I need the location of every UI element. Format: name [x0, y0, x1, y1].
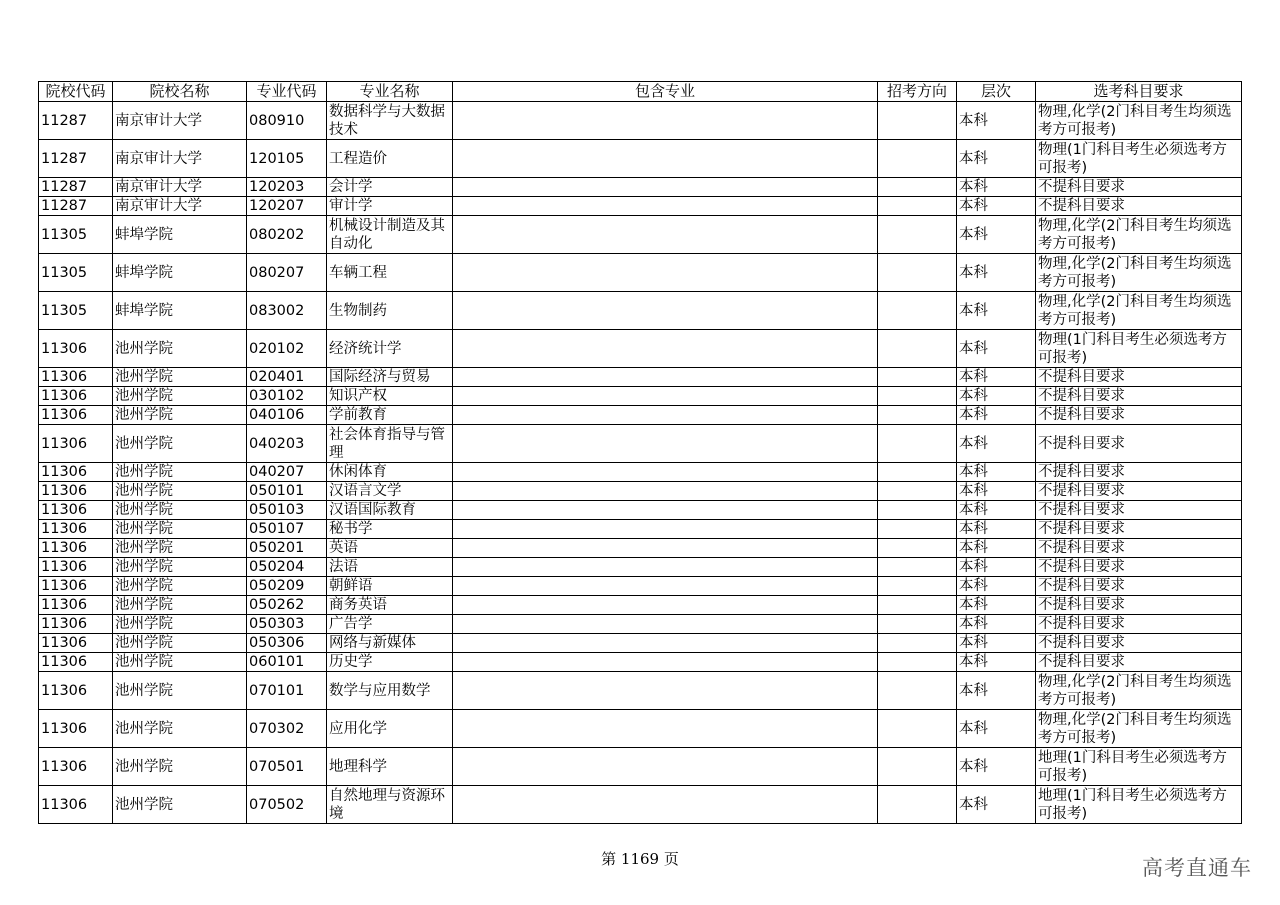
cell-school-name: 池州学院: [113, 672, 247, 710]
cell-school-name: 蚌埠学院: [113, 254, 247, 292]
table-row: [39, 539, 1242, 558]
cell-school-code: 11306: [39, 425, 113, 463]
table-row: [39, 482, 1242, 501]
cell-major-code: 030102: [247, 387, 327, 406]
cell-subject-requirement: 不提科目要求: [1036, 615, 1242, 634]
cell-major-name: 广告学: [327, 615, 453, 634]
cell-school-name: 池州学院: [113, 710, 247, 748]
cell-major-name: 数学与应用数学: [327, 672, 453, 710]
cell-included-majors: [453, 292, 878, 330]
cell-major-code: 050209: [247, 577, 327, 596]
cell-major-code: 050204: [247, 558, 327, 577]
table-row: [39, 406, 1242, 425]
cell-school-code: 11306: [39, 330, 113, 368]
cell-school-name: 池州学院: [113, 368, 247, 387]
cell-major-code: 050101: [247, 482, 327, 501]
cell-direction: [878, 178, 957, 197]
cell-direction: [878, 292, 957, 330]
cell-direction: [878, 501, 957, 520]
cell-school-name: 池州学院: [113, 615, 247, 634]
table-row: [39, 254, 1242, 292]
cell-school-name: 池州学院: [113, 482, 247, 501]
cell-direction: [878, 558, 957, 577]
cell-school-code: 11306: [39, 482, 113, 501]
cell-school-code: 11306: [39, 501, 113, 520]
cell-level: 本科: [957, 140, 1036, 178]
cell-level: 本科: [957, 368, 1036, 387]
cell-major-code: 070502: [247, 786, 327, 824]
cell-level: 本科: [957, 102, 1036, 140]
cell-school-name: 池州学院: [113, 501, 247, 520]
cell-subject-requirement: 物理,化学(2门科目考生均须选考方可报考): [1036, 672, 1242, 710]
cell-included-majors: [453, 368, 878, 387]
watermark-text: 高考直通车: [1142, 856, 1252, 880]
cell-school-code: 11287: [39, 102, 113, 140]
cell-major-name: 应用化学: [327, 710, 453, 748]
header-subject-requirement: 选考科目要求: [1036, 82, 1242, 102]
cell-subject-requirement: 不提科目要求: [1036, 197, 1242, 216]
cell-school-name: 池州学院: [113, 577, 247, 596]
cell-included-majors: [453, 406, 878, 425]
cell-subject-requirement: 物理,化学(2门科目考生均须选考方可报考): [1036, 254, 1242, 292]
cell-school-name: 池州学院: [113, 406, 247, 425]
cell-direction: [878, 463, 957, 482]
cell-subject-requirement: 不提科目要求: [1036, 596, 1242, 615]
cell-level: 本科: [957, 710, 1036, 748]
cell-level: 本科: [957, 330, 1036, 368]
cell-school-code: 11306: [39, 710, 113, 748]
cell-school-code: 11306: [39, 558, 113, 577]
cell-subject-requirement: 不提科目要求: [1036, 558, 1242, 577]
cell-school-code: 11306: [39, 653, 113, 672]
cell-included-majors: [453, 748, 878, 786]
header-direction: 招考方向: [878, 82, 957, 102]
cell-level: 本科: [957, 634, 1036, 653]
cell-direction: [878, 406, 957, 425]
cell-major-code: 050103: [247, 501, 327, 520]
cell-major-name: 商务英语: [327, 596, 453, 615]
cell-level: 本科: [957, 406, 1036, 425]
cell-level: 本科: [957, 482, 1036, 501]
table-row: [39, 197, 1242, 216]
cell-included-majors: [453, 216, 878, 254]
header-school-code: 院校代码: [39, 82, 113, 102]
cell-direction: [878, 216, 957, 254]
table-row: [39, 558, 1242, 577]
cell-included-majors: [453, 197, 878, 216]
cell-school-name: 池州学院: [113, 387, 247, 406]
cell-included-majors: [453, 653, 878, 672]
cell-school-code: 11287: [39, 197, 113, 216]
cell-level: 本科: [957, 254, 1036, 292]
cell-direction: [878, 387, 957, 406]
cell-included-majors: [453, 539, 878, 558]
cell-school-code: 11306: [39, 634, 113, 653]
cell-subject-requirement: 不提科目要求: [1036, 368, 1242, 387]
cell-major-code: 060101: [247, 653, 327, 672]
cell-subject-requirement: 不提科目要求: [1036, 463, 1242, 482]
cell-major-name: 会计学: [327, 178, 453, 197]
table-row: [39, 216, 1242, 254]
header-major-name: 专业名称: [327, 82, 453, 102]
cell-level: 本科: [957, 596, 1036, 615]
cell-level: 本科: [957, 615, 1036, 634]
cell-direction: [878, 330, 957, 368]
table-row: [39, 615, 1242, 634]
cell-school-code: 11305: [39, 254, 113, 292]
cell-included-majors: [453, 178, 878, 197]
cell-subject-requirement: 不提科目要求: [1036, 634, 1242, 653]
table-row: [39, 501, 1242, 520]
cell-major-code: 040203: [247, 425, 327, 463]
cell-school-name: 池州学院: [113, 786, 247, 824]
cell-level: 本科: [957, 197, 1036, 216]
table-row: [39, 672, 1242, 710]
cell-included-majors: [453, 102, 878, 140]
cell-school-code: 11306: [39, 596, 113, 615]
cell-direction: [878, 102, 957, 140]
table-row: [39, 292, 1242, 330]
cell-level: 本科: [957, 501, 1036, 520]
cell-level: 本科: [957, 577, 1036, 596]
cell-major-name: 法语: [327, 558, 453, 577]
cell-subject-requirement: 物理(1门科目考生必须选考方可报考): [1036, 330, 1242, 368]
cell-major-name: 休闲体育: [327, 463, 453, 482]
cell-school-code: 11305: [39, 216, 113, 254]
table-row: [39, 368, 1242, 387]
table-row: [39, 710, 1242, 748]
cell-school-name: 池州学院: [113, 425, 247, 463]
cell-major-code: 070501: [247, 748, 327, 786]
cell-school-name: 蚌埠学院: [113, 292, 247, 330]
table-row: [39, 520, 1242, 539]
cell-school-code: 11306: [39, 387, 113, 406]
cell-major-name: 网络与新媒体: [327, 634, 453, 653]
page-number: 第 1169 页: [601, 850, 679, 868]
cell-school-name: 蚌埠学院: [113, 216, 247, 254]
table-body: [39, 102, 1242, 824]
table-row: [39, 387, 1242, 406]
table-row: [39, 653, 1242, 672]
cell-level: 本科: [957, 672, 1036, 710]
cell-included-majors: [453, 520, 878, 539]
cell-major-code: 080207: [247, 254, 327, 292]
cell-major-code: 020102: [247, 330, 327, 368]
cell-subject-requirement: 物理(1门科目考生必须选考方可报考): [1036, 140, 1242, 178]
cell-school-code: 11306: [39, 672, 113, 710]
cell-direction: [878, 710, 957, 748]
cell-major-name: 审计学: [327, 197, 453, 216]
cell-major-code: 080910: [247, 102, 327, 140]
cell-level: 本科: [957, 748, 1036, 786]
table-row: [39, 577, 1242, 596]
cell-level: 本科: [957, 558, 1036, 577]
cell-subject-requirement: 物理,化学(2门科目考生均须选考方可报考): [1036, 102, 1242, 140]
cell-included-majors: [453, 710, 878, 748]
cell-direction: [878, 368, 957, 387]
cell-direction: [878, 425, 957, 463]
cell-major-name: 经济统计学: [327, 330, 453, 368]
cell-school-code: 11306: [39, 368, 113, 387]
cell-major-name: 秘书学: [327, 520, 453, 539]
cell-school-code: 11306: [39, 748, 113, 786]
cell-school-name: 池州学院: [113, 463, 247, 482]
cell-major-code: 050306: [247, 634, 327, 653]
cell-level: 本科: [957, 653, 1036, 672]
cell-included-majors: [453, 577, 878, 596]
cell-school-name: 南京审计大学: [113, 178, 247, 197]
cell-included-majors: [453, 558, 878, 577]
cell-direction: [878, 672, 957, 710]
cell-school-code: 11305: [39, 292, 113, 330]
cell-direction: [878, 482, 957, 501]
cell-major-name: 数据科学与大数据技术: [327, 102, 453, 140]
cell-school-name: 池州学院: [113, 748, 247, 786]
cell-school-code: 11306: [39, 406, 113, 425]
cell-school-name: 池州学院: [113, 558, 247, 577]
cell-included-majors: [453, 672, 878, 710]
table-row: [39, 140, 1242, 178]
cell-included-majors: [453, 501, 878, 520]
cell-school-name: 池州学院: [113, 330, 247, 368]
cell-subject-requirement: 物理,化学(2门科目考生均须选考方可报考): [1036, 292, 1242, 330]
cell-major-name: 地理科学: [327, 748, 453, 786]
cell-subject-requirement: 地理(1门科目考生必须选考方可报考): [1036, 748, 1242, 786]
cell-major-code: 050107: [247, 520, 327, 539]
cell-direction: [878, 577, 957, 596]
cell-school-name: 南京审计大学: [113, 197, 247, 216]
cell-direction: [878, 748, 957, 786]
cell-major-name: 工程造价: [327, 140, 453, 178]
cell-school-name: 池州学院: [113, 634, 247, 653]
cell-school-code: 11306: [39, 520, 113, 539]
cell-major-code: 040106: [247, 406, 327, 425]
cell-included-majors: [453, 634, 878, 653]
table-row: [39, 463, 1242, 482]
cell-included-majors: [453, 463, 878, 482]
cell-subject-requirement: 不提科目要求: [1036, 520, 1242, 539]
cell-major-code: 120207: [247, 197, 327, 216]
cell-major-code: 040207: [247, 463, 327, 482]
cell-major-name: 历史学: [327, 653, 453, 672]
cell-level: 本科: [957, 520, 1036, 539]
cell-included-majors: [453, 425, 878, 463]
cell-level: 本科: [957, 786, 1036, 824]
cell-level: 本科: [957, 387, 1036, 406]
cell-major-name: 自然地理与资源环境: [327, 786, 453, 824]
cell-subject-requirement: 不提科目要求: [1036, 577, 1242, 596]
cell-major-code: 080202: [247, 216, 327, 254]
cell-subject-requirement: 不提科目要求: [1036, 425, 1242, 463]
header-level: 层次: [957, 82, 1036, 102]
cell-major-code: 020401: [247, 368, 327, 387]
cell-major-code: 120203: [247, 178, 327, 197]
cell-major-code: 050262: [247, 596, 327, 615]
header-row: [39, 82, 1242, 102]
cell-subject-requirement: 物理,化学(2门科目考生均须选考方可报考): [1036, 710, 1242, 748]
cell-subject-requirement: 不提科目要求: [1036, 387, 1242, 406]
cell-major-code: 050201: [247, 539, 327, 558]
cell-included-majors: [453, 615, 878, 634]
cell-major-name: 生物制药: [327, 292, 453, 330]
cell-included-majors: [453, 330, 878, 368]
cell-direction: [878, 596, 957, 615]
cell-subject-requirement: 物理,化学(2门科目考生均须选考方可报考): [1036, 216, 1242, 254]
cell-school-code: 11306: [39, 615, 113, 634]
cell-level: 本科: [957, 292, 1036, 330]
header-school-name: 院校名称: [113, 82, 247, 102]
cell-major-name: 机械设计制造及其自动化: [327, 216, 453, 254]
cell-direction: [878, 254, 957, 292]
cell-included-majors: [453, 482, 878, 501]
cell-school-code: 11306: [39, 539, 113, 558]
cell-school-name: 池州学院: [113, 520, 247, 539]
table-row: [39, 634, 1242, 653]
cell-school-code: 11306: [39, 463, 113, 482]
table-row: [39, 786, 1242, 824]
cell-major-name: 英语: [327, 539, 453, 558]
cell-school-name: 池州学院: [113, 539, 247, 558]
cell-major-name: 汉语言文学: [327, 482, 453, 501]
cell-direction: [878, 539, 957, 558]
cell-direction: [878, 615, 957, 634]
cell-subject-requirement: 地理(1门科目考生必须选考方可报考): [1036, 786, 1242, 824]
cell-level: 本科: [957, 539, 1036, 558]
cell-level: 本科: [957, 425, 1036, 463]
cell-major-code: 070101: [247, 672, 327, 710]
cell-school-code: 11306: [39, 786, 113, 824]
table-row: [39, 425, 1242, 463]
cell-school-code: 11287: [39, 140, 113, 178]
table-row: [39, 596, 1242, 615]
cell-included-majors: [453, 140, 878, 178]
cell-included-majors: [453, 254, 878, 292]
cell-school-name: 南京审计大学: [113, 140, 247, 178]
cell-major-name: 社会体育指导与管理: [327, 425, 453, 463]
cell-major-code: 050303: [247, 615, 327, 634]
table-row: [39, 178, 1242, 197]
cell-subject-requirement: 不提科目要求: [1036, 539, 1242, 558]
cell-major-name: 知识产权: [327, 387, 453, 406]
table-row: [39, 748, 1242, 786]
header-major-code: 专业代码: [247, 82, 327, 102]
cell-direction: [878, 520, 957, 539]
cell-school-name: 池州学院: [113, 653, 247, 672]
header-included-majors: 包含专业: [453, 82, 878, 102]
cell-subject-requirement: 不提科目要求: [1036, 178, 1242, 197]
cell-major-code: 120105: [247, 140, 327, 178]
cell-school-code: 11306: [39, 577, 113, 596]
cell-direction: [878, 197, 957, 216]
cell-level: 本科: [957, 216, 1036, 254]
cell-level: 本科: [957, 463, 1036, 482]
table-row: [39, 330, 1242, 368]
cell-major-name: 朝鲜语: [327, 577, 453, 596]
cell-direction: [878, 653, 957, 672]
cell-school-code: 11287: [39, 178, 113, 197]
cell-major-code: 083002: [247, 292, 327, 330]
cell-level: 本科: [957, 178, 1036, 197]
cell-included-majors: [453, 596, 878, 615]
admission-requirements-table: [38, 81, 1242, 824]
cell-school-name: 南京审计大学: [113, 102, 247, 140]
cell-major-code: 070302: [247, 710, 327, 748]
cell-direction: [878, 634, 957, 653]
cell-included-majors: [453, 387, 878, 406]
cell-subject-requirement: 不提科目要求: [1036, 501, 1242, 520]
cell-subject-requirement: 不提科目要求: [1036, 406, 1242, 425]
cell-direction: [878, 786, 957, 824]
cell-major-name: 汉语国际教育: [327, 501, 453, 520]
cell-included-majors: [453, 786, 878, 824]
cell-major-name: 车辆工程: [327, 254, 453, 292]
cell-major-name: 国际经济与贸易: [327, 368, 453, 387]
cell-subject-requirement: 不提科目要求: [1036, 653, 1242, 672]
cell-subject-requirement: 不提科目要求: [1036, 482, 1242, 501]
table-row: [39, 102, 1242, 140]
cell-major-name: 学前教育: [327, 406, 453, 425]
cell-direction: [878, 140, 957, 178]
cell-school-name: 池州学院: [113, 596, 247, 615]
